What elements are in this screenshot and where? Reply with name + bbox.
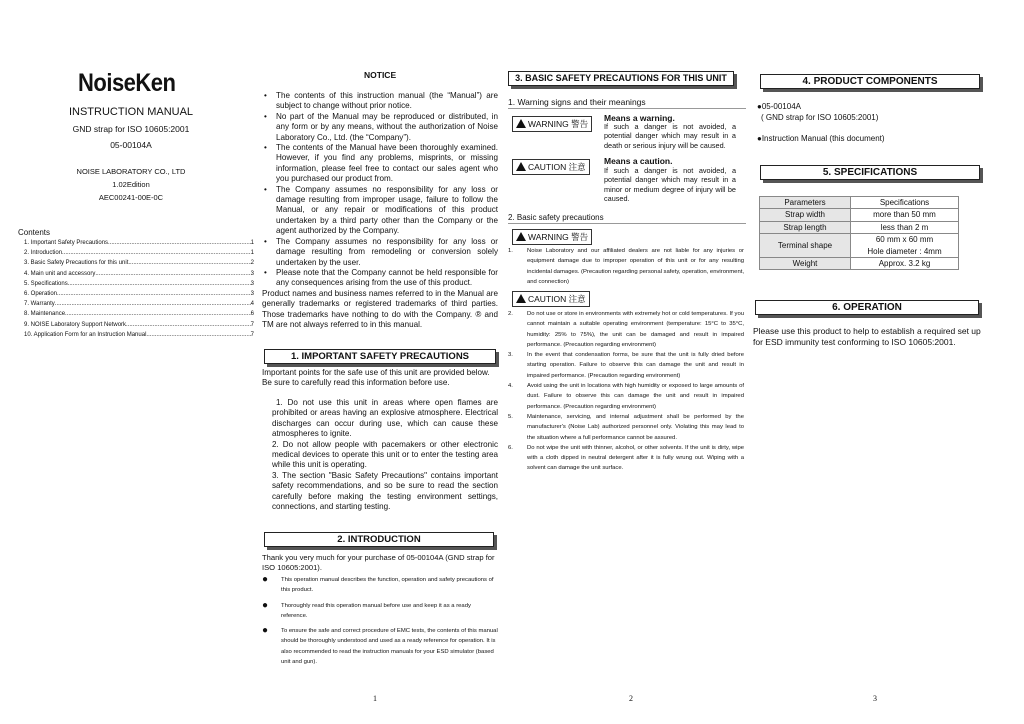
precaution-item: 4. Avoid using the unit in locations with high humidity or exposed to large amounts of dust. Failure to observe this can damage the unit and result in impaired performance. (Precaution regarding environment) xyxy=(508,383,744,410)
table-of-contents xyxy=(24,238,254,340)
toc-row[interactable]: 4. Main unit and accessory ..... 3 xyxy=(24,269,254,279)
notice-item: • The Company assumes no responsibility for any loss or damage resulting from improper usage, failure to follow the Manual, or any repair or modifications of this product undertaken by a third party other than the Company or the agent authorized by the Company. xyxy=(262,185,498,237)
value-cell: less than 2 m xyxy=(851,221,959,233)
toc-row[interactable]: 6. Operation ..... 3 xyxy=(24,289,254,299)
component-item: ●Instruction Manual (this document) xyxy=(757,134,885,143)
param-cell: Strap length xyxy=(760,221,851,233)
notice-title: NOTICE xyxy=(364,70,397,80)
table-row xyxy=(760,209,959,221)
notice-item: • The contents of the Manual have been thoroughly examined. However, if you find any problems, misprints, or missing information, please feel free to contact our sales agent who you purchased our product from. xyxy=(262,143,498,185)
section-2-intro: Thank you very much for your purchase of 05-00104A (GND strap for ISO 10605:2001). xyxy=(262,553,495,573)
contents-title: Contents xyxy=(18,228,51,237)
value-cell: 60 mm x 60 mm Hole diameter : 4mm xyxy=(851,234,959,258)
section-5-heading: 5. SPECIFICATIONS xyxy=(760,165,980,180)
section-3-heading: 3. BASIC SAFETY PRECAUTIONS FOR THIS UNIT xyxy=(508,71,734,86)
caution-items xyxy=(508,309,744,474)
table-header xyxy=(760,197,959,209)
intro-item: ● To ensure the safe and correct procedure of EMC tests, the contents of this manual should be thoroughly understood and used as a ready reference for operation. It is also recommended to read the instruction manuals for your ESD simulator (based unit and gun). xyxy=(262,625,498,666)
section-1-list xyxy=(272,398,498,512)
toc-row[interactable]: 1. Important Safety Precautions ..... 1 xyxy=(24,238,254,248)
component-subitem: ( GND strap for ISO 10605:2001) xyxy=(761,113,879,122)
toc-row[interactable]: 2. Introduction ..... 1 xyxy=(24,248,254,258)
manual-title: INSTRUCTION MANUAL xyxy=(68,106,194,118)
notice-item: • Please note that the Company cannot be held responsible for any consequences arising from the use of this product. xyxy=(262,268,498,289)
page-number: 1 xyxy=(373,694,377,703)
precaution-item: 3. In the event that condensation forms, be sure that the unit is fully dried before starting operation. Failure to observe this can damage the unit and result in impaired performance. (Precaution regarding environment) xyxy=(508,352,744,379)
warning-triangle-icon xyxy=(516,232,526,241)
company-name: NOISE LABORATORY CO., LTD xyxy=(76,167,186,176)
safety-item: 3. The section "Basic Safety Precautions" contains important safety recommendations, and so be sure to read the section carefully before making the testing environment settings, connections, and starting testing. xyxy=(272,470,498,512)
toc-row[interactable]: 3. Basic Safety Precautions for this unit ..... 2 xyxy=(24,258,254,268)
warning-sign: WARNING 警告 xyxy=(512,116,592,132)
notice-item: • The Company assumes no responsibility for any loss or damage resulting from remodeling or conversion solely undertaken by the user. xyxy=(262,237,498,268)
caution-meaning: Means a caution. xyxy=(604,156,673,166)
precaution-item: 6. Do not wipe the unit with thinner, alcohol, or other solvents. If the unit is dirty, wipe with a cloth dipped in neutral detergent after it is fully wrung out. Wiping with a solvent can damage the unit surface. xyxy=(508,444,744,472)
page-number: 3 xyxy=(873,694,877,703)
header-cell: Parameters xyxy=(760,197,851,209)
precaution-item: 2. Do not use or store in environments with extremely hot or cold temperatures. If you cannot maintain a suitable operating environment (temperature: 15°C to 35°C, humidity: 25% to 75%), the unit can be damaged and result in impaired performance. (Precaution regarding environment) xyxy=(508,311,744,348)
toc-row[interactable]: 9. NOISE Laboratory Support Network ..... 7 xyxy=(24,320,254,330)
precaution-item: 1. Noise Laboratory and our affiliated dealers are not liable for any injuries or equipment damage due to improper operation of this unit or for any resulting incidental damages. (Precaution regarding personal safety, operation, environment, and connection) xyxy=(508,248,744,285)
warning-items xyxy=(508,246,744,287)
warning-triangle-icon xyxy=(516,119,526,128)
intro-item: ● This operation manual describes the function, operation and safety precautions of this product. xyxy=(262,574,494,594)
divider xyxy=(508,108,746,109)
divider xyxy=(508,223,746,224)
caution-description: If such a danger is not avoided, a potential danger which may result in a minor or medium degree of injury will be caused. xyxy=(604,166,736,203)
model-number: 05-00104A xyxy=(110,140,152,150)
table-row xyxy=(760,234,959,258)
toc-row[interactable]: 8. Maintenance ..... 6 xyxy=(24,309,254,319)
component-item: ●05-00104A xyxy=(757,102,801,111)
caution-sign: CAUTION 注意 xyxy=(512,291,590,307)
warning-description: If such a danger is not avoided, a potential danger which may result in a death or serious injury will be caused. xyxy=(604,122,736,150)
warning-meaning: Means a warning. xyxy=(604,113,675,123)
page-number: 2 xyxy=(629,694,633,703)
intro-item: ● Thoroughly read this operation manual before use and keep it as a ready reference. xyxy=(262,599,471,619)
warning-sign: WARNING 警告 xyxy=(512,229,592,245)
value-cell: Approx. 3.2 kg xyxy=(851,258,959,270)
edition: 1.02Edition xyxy=(112,180,150,189)
product-name: GND strap for ISO 10605:2001 xyxy=(72,124,190,134)
safety-item: 1. Do not use this unit in areas where open flames are prohibited or areas having an explosive atmosphere. Electrical discharges can occur during use, which can cause these atmospheres to ignite. xyxy=(272,398,498,439)
section-4-heading: 4. PRODUCT COMPONENTS xyxy=(760,74,980,89)
param-cell: Strap width xyxy=(760,209,851,221)
notice-item: • The contents of this instruction manual (the “Manual”) are subject to change without prior notice. xyxy=(262,91,498,112)
safety-item: 2. Do not allow people with pacemakers or other electronic medical devices to operate this unit or to enter the testing area while this unit is operating. xyxy=(272,439,498,470)
precaution-item: 5. Maintenance, servicing, and internal adjustment shall be performed by the manufacturer's (Noise Lab) authorized personnel only. Violating this may lead to the situation where a full performance cannot be assured. xyxy=(508,413,744,441)
toc-row[interactable]: 5. Specifications ..... 3 xyxy=(24,279,254,289)
section-6-heading: 6. OPERATION xyxy=(755,300,979,315)
warning-signs-subheading: 1. Warning signs and their meanings xyxy=(508,97,646,107)
trademark-note: Product names and business names referred to in the Manual are generally trademarks or registered trademarks of third parties. Those trademarks have nothing to do with the Company. ® and TM are not always referred to in this manual. xyxy=(262,288,498,329)
param-cell: Weight xyxy=(760,258,851,270)
operation-text: Please use this product to help to establish a required set up for ESD immunity test conforming to ISO 10605:2001. xyxy=(753,326,981,347)
section-2-heading: 2. INTRODUCTION xyxy=(264,532,494,547)
value-cell: more than 50 mm xyxy=(851,209,959,221)
section-1-intro: Important points for the safe use of this unit are provided below. Be sure to carefully read this information before use. xyxy=(262,368,490,388)
basic-precautions-subheading: 2. Basic safety precautions xyxy=(508,213,604,222)
noiseken-logo: NoiseKen xyxy=(78,68,176,97)
document-code: AEC00241-00E-0C xyxy=(98,193,164,202)
toc-row[interactable]: 10. Application Form for an Instruction Manual ..... 7 xyxy=(24,330,254,340)
section-1-heading: 1. IMPORTANT SAFETY PRECAUTIONS xyxy=(264,349,496,364)
notice-list xyxy=(262,91,498,330)
caution-triangle-icon xyxy=(516,162,526,171)
param-cell: Terminal shape xyxy=(760,234,851,258)
notice-item: • No part of the Manual may be reproduced or distributed, in any form or by any means, without the authorization of Noise Laboratory Co., Ltd. (the “Company”). xyxy=(262,112,498,143)
toc-row[interactable]: 7. Warranty ..... 4 xyxy=(24,299,254,309)
table-row xyxy=(760,221,959,233)
section-2-list xyxy=(262,575,498,667)
caution-sign: CAUTION 注意 xyxy=(512,159,590,175)
caution-triangle-icon xyxy=(516,294,526,303)
header-cell: Specifications xyxy=(851,197,959,209)
specifications-table xyxy=(759,196,959,270)
table-row xyxy=(760,258,959,270)
